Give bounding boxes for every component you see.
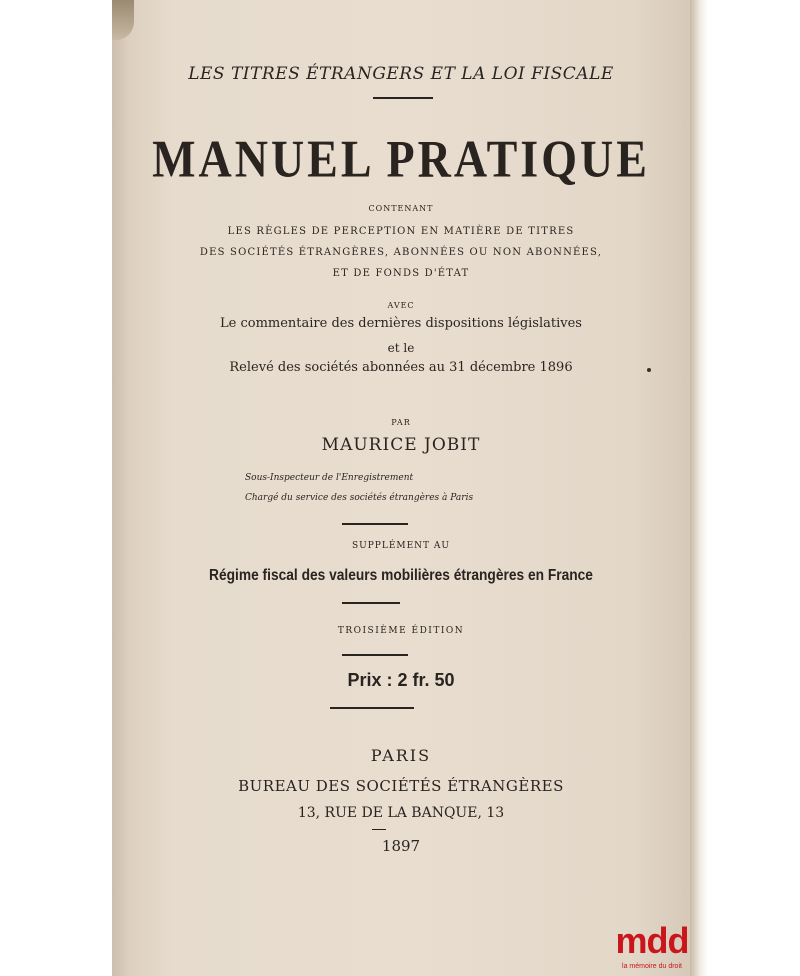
publication-year: 1897 — [381, 837, 421, 855]
page-edge — [690, 0, 708, 976]
description-line-2: DES SOCIÉTÉS ÉTRANGÈRES, ABONNÉES OU NON ABONNÉES, — [199, 247, 603, 258]
logo-tagline: la mémoire du droit — [622, 963, 682, 970]
price: Prix : 2 fr. 50 — [347, 670, 455, 690]
description-line-1: LES RÈGLES DE PERCEPTION EN MATIÈRE DE TITRES — [227, 226, 575, 237]
watermark-logo — [612, 922, 692, 976]
supplement-label: SUPPLÉMENT AU — [351, 541, 451, 551]
rule-under-price — [330, 707, 414, 709]
rule-under-address — [372, 829, 386, 830]
publisher-city: PARIS — [370, 746, 432, 765]
series-title: LES TITRES ÉTRANGERS ET LA LOI FISCALE — [188, 64, 614, 84]
page-speck — [647, 368, 651, 372]
rule-under-supplement — [342, 602, 400, 604]
author-role-2: Chargé du service des sociétés étrangères à Paris — [245, 493, 474, 503]
author-name: MAURICE JOBIT — [321, 435, 481, 455]
description-line-3: ET DE FONDS D'ÉTAT — [332, 268, 470, 279]
releve-line: Relevé des sociétés abonnées au 31 décembre 1896 — [229, 360, 573, 375]
main-title: MANUEL PRATIQUE — [152, 129, 650, 188]
supplement-title: Régime fiscal des valeurs mobilières étrangères en France — [209, 567, 593, 584]
publisher-name: BUREAU DES SOCIÉTÉS ÉTRANGÈRES — [238, 777, 564, 795]
rule-under-author — [342, 523, 408, 525]
edition-label: TROISIÈME ÉDITION — [337, 626, 465, 636]
commentary-line: Le commentaire des dernières dispositions législatives — [220, 316, 582, 331]
author-role-1: Sous-Inspecteur de l'Enregistrement — [245, 473, 414, 483]
rule-under-series — [373, 97, 433, 99]
par-label: PAR — [391, 418, 411, 427]
et-le-label: et le — [387, 341, 415, 355]
logo-mark: mdd — [615, 920, 689, 961]
rule-above-price — [342, 654, 408, 656]
avec-label: AVEC — [387, 301, 415, 310]
contenant-label: CONTENANT — [368, 204, 434, 213]
publisher-address: 13, RUE DE LA BANQUE, 13 — [297, 805, 505, 821]
